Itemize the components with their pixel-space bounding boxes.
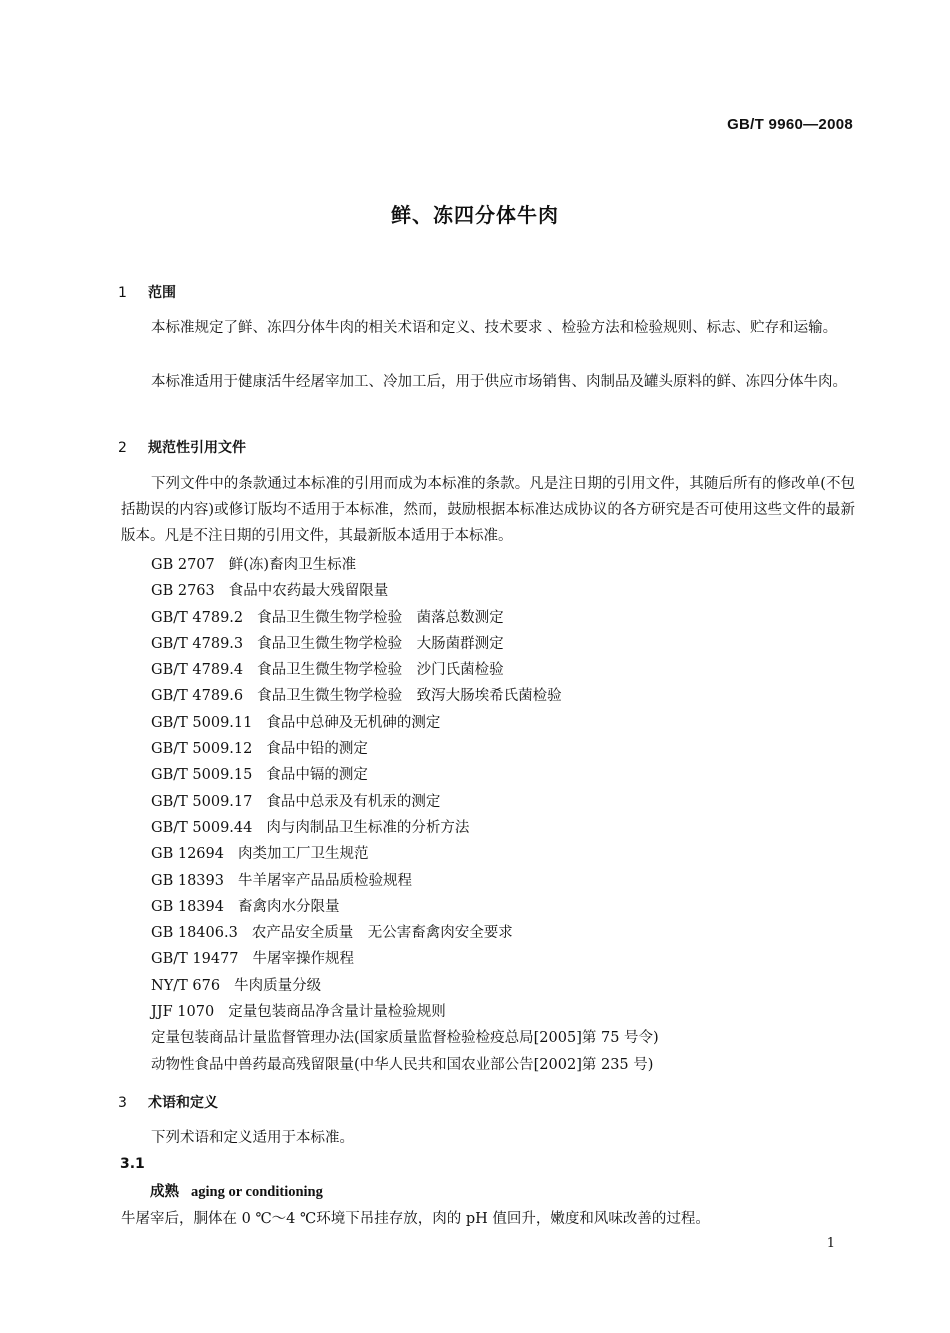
reference-code: GB 18393 — [151, 872, 224, 889]
reference-item — [151, 946, 659, 972]
reference-item — [151, 552, 659, 578]
reference-code: GB 2763 — [151, 583, 215, 600]
term-entry — [150, 1180, 323, 1201]
reference-code: GB/T 5009.12 — [151, 741, 253, 758]
reference-code: GB/T 4789.2 — [151, 609, 244, 626]
reference-title: 动物性食品中兽药最高残留限量(中华人民共和国农业部公告[2002]第 235 号) — [151, 1056, 654, 1073]
reference-item — [151, 999, 659, 1025]
reference-code: GB/T 5009.11 — [151, 714, 253, 731]
reference-list — [151, 552, 659, 1078]
reference-code: GB 18394 — [151, 898, 224, 915]
section-2-heading — [118, 437, 246, 457]
reference-title: 农产品安全质量 无公害畜禽肉安全要求 — [251, 925, 513, 942]
reference-title: 鲜(冻)畜肉卫生标准 — [228, 557, 357, 573]
reference-code: GB/T 5009.44 — [151, 819, 253, 836]
reference-item — [151, 578, 659, 604]
reference-code: GB/T 4789.6 — [151, 688, 244, 705]
section-number: 1 — [118, 285, 127, 301]
section-1-heading — [118, 282, 176, 302]
reference-item — [151, 920, 659, 946]
term-definition: 牛屠宰后，胴体在 0 ℃～4 ℃环境下吊挂存放，肉的 pH 值回升，嫩度和风味改善的过程。 — [121, 1211, 710, 1227]
term-chinese: 成熟 — [150, 1183, 179, 1200]
term-english: aging or conditioning — [191, 1184, 323, 1200]
reference-title: 食品卫生微生物学检验 沙门氏菌检验 — [257, 662, 504, 679]
subclause-number: 3.1 — [120, 1156, 145, 1172]
section-number: 2 — [118, 440, 127, 456]
reference-title: 牛屠宰操作规程 — [252, 951, 355, 968]
reference-title: 食品卫生微生物学检验 致泻大肠埃希氏菌检验 — [257, 688, 562, 705]
reference-title: 食品中铅的测定 — [266, 741, 368, 758]
reference-item — [151, 683, 659, 709]
reference-code: GB/T 4789.3 — [151, 635, 244, 652]
reference-item — [151, 657, 659, 683]
reference-code: NY/T 676 — [151, 977, 221, 994]
reference-item — [151, 841, 659, 867]
reference-item — [151, 736, 659, 762]
standard-code: GB/T 9960—2008 — [727, 116, 853, 133]
reference-code: GB 12694 — [151, 846, 224, 863]
page-number: 1 — [826, 1236, 835, 1251]
reference-code: GB/T 4789.4 — [151, 662, 244, 679]
reference-title: 食品卫生微生物学检验 大肠菌群测定 — [257, 635, 504, 652]
reference-item — [151, 894, 659, 920]
reference-item — [151, 973, 659, 999]
reference-item — [151, 631, 659, 657]
reference-title: 定量包装商品净含量计量检验规则 — [228, 1004, 446, 1021]
reference-title: 食品中镉的测定 — [266, 767, 368, 784]
reference-code: GB/T 5009.17 — [151, 793, 253, 810]
reference-title: 肉与肉制品卫生标准的分析方法 — [266, 819, 470, 836]
reference-code: GB/T 5009.15 — [151, 767, 253, 784]
normative-intro-paragraph: 下列文件中的条款通过本标准的引用而成为本标准的条款。凡是注日期的引用文件，其随后所有的修改单(不包括勘误的内容)或修订版均不适用于本标准，然而，鼓励根据本标准达成协议的各方研究是否可使用这些文件的最新版本。凡是不注日期的引用文件，其最新版本适用于本标准。 — [121, 476, 855, 544]
reference-code: GB/T 19477 — [151, 951, 239, 968]
reference-title: 食品中农药最大残留限量 — [228, 583, 389, 600]
reference-item — [151, 1025, 659, 1051]
reference-code: JJF 1070 — [151, 1004, 215, 1021]
reference-title: 食品中总砷及无机砷的测定 — [266, 714, 441, 731]
reference-title: 牛肉质量分级 — [234, 977, 322, 994]
section-title: 术语和定义 — [148, 1095, 218, 1111]
scope-paragraph-1: 本标准规定了鲜、冻四分体牛肉的相关术语和定义、技术要求 、检验方法和检验规则、标志、贮存和运输。 — [151, 320, 838, 336]
reference-title: 畜禽肉水分限量 — [237, 898, 340, 915]
reference-item — [151, 789, 659, 815]
reference-item — [151, 868, 659, 894]
reference-title: 肉类加工厂卫生规范 — [237, 846, 369, 863]
reference-code: GB 2707 — [151, 557, 215, 573]
section-title: 范围 — [148, 285, 176, 301]
reference-item — [151, 815, 659, 841]
reference-title: 食品中总汞及有机汞的测定 — [266, 793, 441, 810]
reference-item — [151, 762, 659, 788]
section-title: 规范性引用文件 — [148, 440, 246, 456]
reference-item — [151, 710, 659, 736]
reference-item — [151, 1052, 659, 1078]
reference-item — [151, 605, 659, 631]
reference-title: 牛羊屠宰产品品质检验规程 — [237, 872, 412, 889]
scope-paragraph-2: 本标准适用于健康活牛经屠宰加工、冷加工后，用于供应市场销售、肉制品及罐头原料的鲜、冻四分体牛肉。 — [151, 374, 847, 390]
document-title: 鲜、冻四分体牛肉 — [391, 203, 559, 227]
terms-intro-paragraph: 下列术语和定义适用于本标准。 — [151, 1130, 354, 1146]
reference-title: 定量包装商品计量监督管理办法(国家质量监督检验检疫总局[2005]第 75 号令) — [151, 1030, 659, 1047]
section-number: 3 — [118, 1095, 127, 1111]
reference-code: GB 18406.3 — [151, 925, 238, 942]
section-3-heading — [118, 1092, 218, 1112]
reference-title: 食品卫生微生物学检验 菌落总数测定 — [257, 609, 504, 626]
